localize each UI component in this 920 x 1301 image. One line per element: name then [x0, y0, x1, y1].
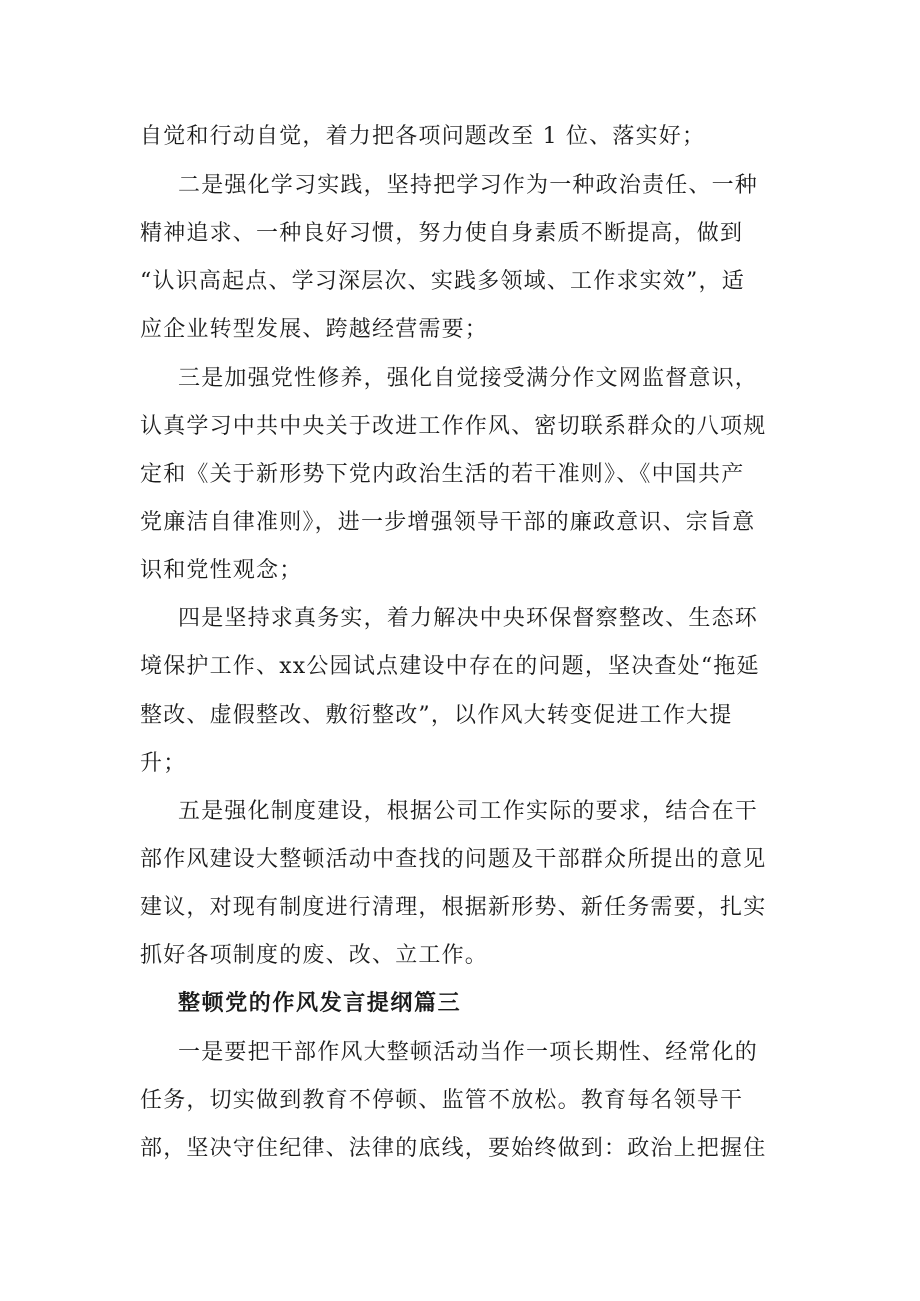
text-line: 整改、虚假整改、敷衍整改”，以作风大转变促进工作大提: [140, 703, 733, 728]
text-line: 抓好各项制度的废、改、立工作。: [140, 943, 489, 968]
text-line: 精神追求、一种良好习惯，努力使自身素质不断提高，做到: [140, 221, 744, 246]
text-line: 四是坚持求真务实，着力解决中央环保督察整改、生态环: [178, 606, 759, 631]
text-line: 自觉和行动自觉，着力把各项问题改至 1 位、落实好；: [140, 124, 706, 149]
text-line: 部作风建设大整顿活动中查找的问题及干部群众所提出的意见: [140, 847, 767, 872]
section-heading: 整顿党的作风发言提纲篇三: [178, 991, 462, 1016]
text-line: 应企业转型发展、跨越经营需要；: [140, 317, 489, 342]
text-line: 部，坚决守住纪律、法律的底线，要始终做到：政治上把握住: [140, 1136, 767, 1161]
text-line: 建议，对现有制度进行清理，根据新形势、新任务需要，扎实: [140, 895, 767, 920]
text-line: 一是要把干部作风大整顿活动当作一项长期性、经常化的: [178, 1040, 759, 1065]
text-line: 升；: [140, 751, 187, 776]
text-line: 五是强化制度建设，根据公司工作实际的要求，结合在干: [178, 799, 759, 824]
text-line: 党廉洁自律准则》，进一步增强领导干部的廉政意识、宗旨意: [140, 510, 756, 535]
text-line: 定和《关于新形势下党内政治生活的若干准则》、《中国共产: [140, 462, 745, 487]
text-line: 识和党性观念；: [140, 558, 303, 583]
text-line: “认识高起点、学习深层次、实践多领域、工作求实效”，适: [140, 269, 745, 294]
text-line: 认真学习中共中央关于改进工作作风、密切联系群众的八项规: [140, 414, 767, 439]
text-line: 三是加强党性修养，强化自觉接受满分作文网监督意识，: [178, 366, 759, 391]
text-line: 二是强化学习实践，坚持把学习作为一种政治责任、一种: [178, 173, 759, 198]
text-line: 任务，切实做到教育不停顿、监管不放松。教育每名领导干: [140, 1088, 744, 1113]
text-line: 境保护工作、xx公园试点建设中存在的问题，坚决查处“拖延: [140, 654, 760, 679]
